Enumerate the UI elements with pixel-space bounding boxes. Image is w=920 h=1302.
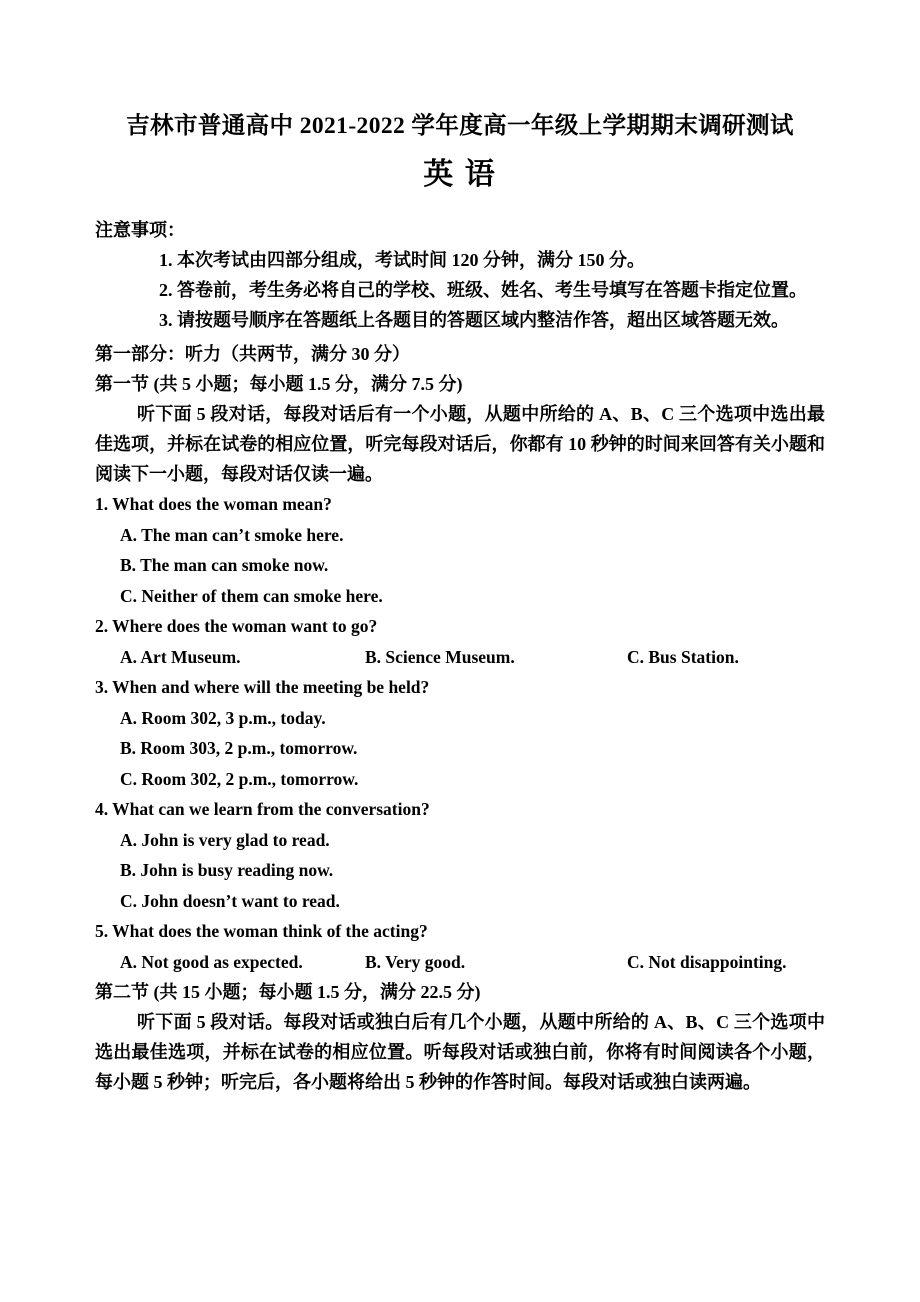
part-one-header: 第一部分：听力（共两节，满分 30 分）: [95, 344, 410, 365]
option-row: [95, 642, 825, 673]
option-item: C. Room 302, 2 p.m., tomorrow.: [120, 768, 359, 789]
option-item: B. John is busy reading now.: [120, 860, 334, 881]
option-item: C. Neither of them can smoke here.: [120, 585, 383, 606]
page-title: 吉林市普通高中 2021-2022 学年度高一年级上学期期末调研测试: [126, 113, 794, 139]
option-item: B. Room 303, 2 p.m., tomorrow.: [120, 738, 358, 759]
option-item: A. Room 302, 3 p.m., today.: [120, 707, 326, 728]
option-item: A. Art Museum.: [120, 646, 241, 667]
question-stem: 5. What does the woman think of the acting?: [95, 921, 428, 942]
option-item: A. The man can’t smoke here.: [120, 524, 344, 545]
section-one-header: 第一节 (共 5 小题；每小题 1.5 分，满分 7.5 分): [95, 374, 463, 395]
notice-item-3: 3. 请按题号顺序在答题纸上各题目的答题区域内整洁作答，超出区域答题无效。: [159, 310, 789, 331]
question-stem: 4. What can we learn from the conversation?: [95, 799, 430, 820]
page-content: [95, 0, 825, 1097]
option-item: C. Bus Station.: [627, 646, 739, 667]
option-item: C. John doesn’t want to read.: [120, 890, 340, 911]
question-stem: 3. When and where will the meeting be held?: [95, 677, 430, 698]
option-item: B. Very good.: [365, 951, 466, 972]
option-item: C. Not disappointing.: [627, 951, 787, 972]
notice-item-1: 1. 本次考试由四部分组成，考试时间 120 分钟，满分 150 分。: [159, 250, 645, 271]
option-item: A. Not good as expected.: [120, 951, 303, 972]
section-two-directions: 听下面 5 段对话。每段对话或独白后有几个小题，从题中所给的 A、B、C 三个选项中选出最佳选项，并标在试卷的相应位置。听每段对话或独白前，你将有时间阅读各个小题，每小题 5 秒钟；听完后，各小题将给出 5 秒钟的作答时间。每段对话或独白读两遍。: [95, 1012, 825, 1093]
section-two-header: 第二节 (共 15 小题；每小题 1.5 分，满分 22.5 分): [95, 982, 481, 1003]
question-stem: 1. What does the woman mean?: [95, 494, 332, 515]
subject-title: 英 语: [423, 158, 497, 192]
option-item: B. The man can smoke now.: [120, 555, 329, 576]
question-stem: 2. Where does the woman want to go?: [95, 616, 378, 637]
section-one-directions: 听下面 5 段对话，每段对话后有一个小题，从题中所给的 A、B、C 三个选项中选出最佳选项，并标在试卷的相应位置，听完每段对话后，你都有 10 秒钟的时间来回答有关小题和阅读下一小题，每段对话仅读一遍。: [95, 404, 825, 485]
option-item: A. John is very glad to read.: [120, 829, 330, 850]
notice-item-2: 2. 答卷前，考生务必将自己的学校、班级、姓名、考生号填写在答题卡指定位置。: [159, 280, 807, 301]
option-row: [95, 947, 825, 978]
notice-label: 注意事项：: [95, 220, 185, 241]
option-item: B. Science Museum.: [365, 646, 515, 667]
